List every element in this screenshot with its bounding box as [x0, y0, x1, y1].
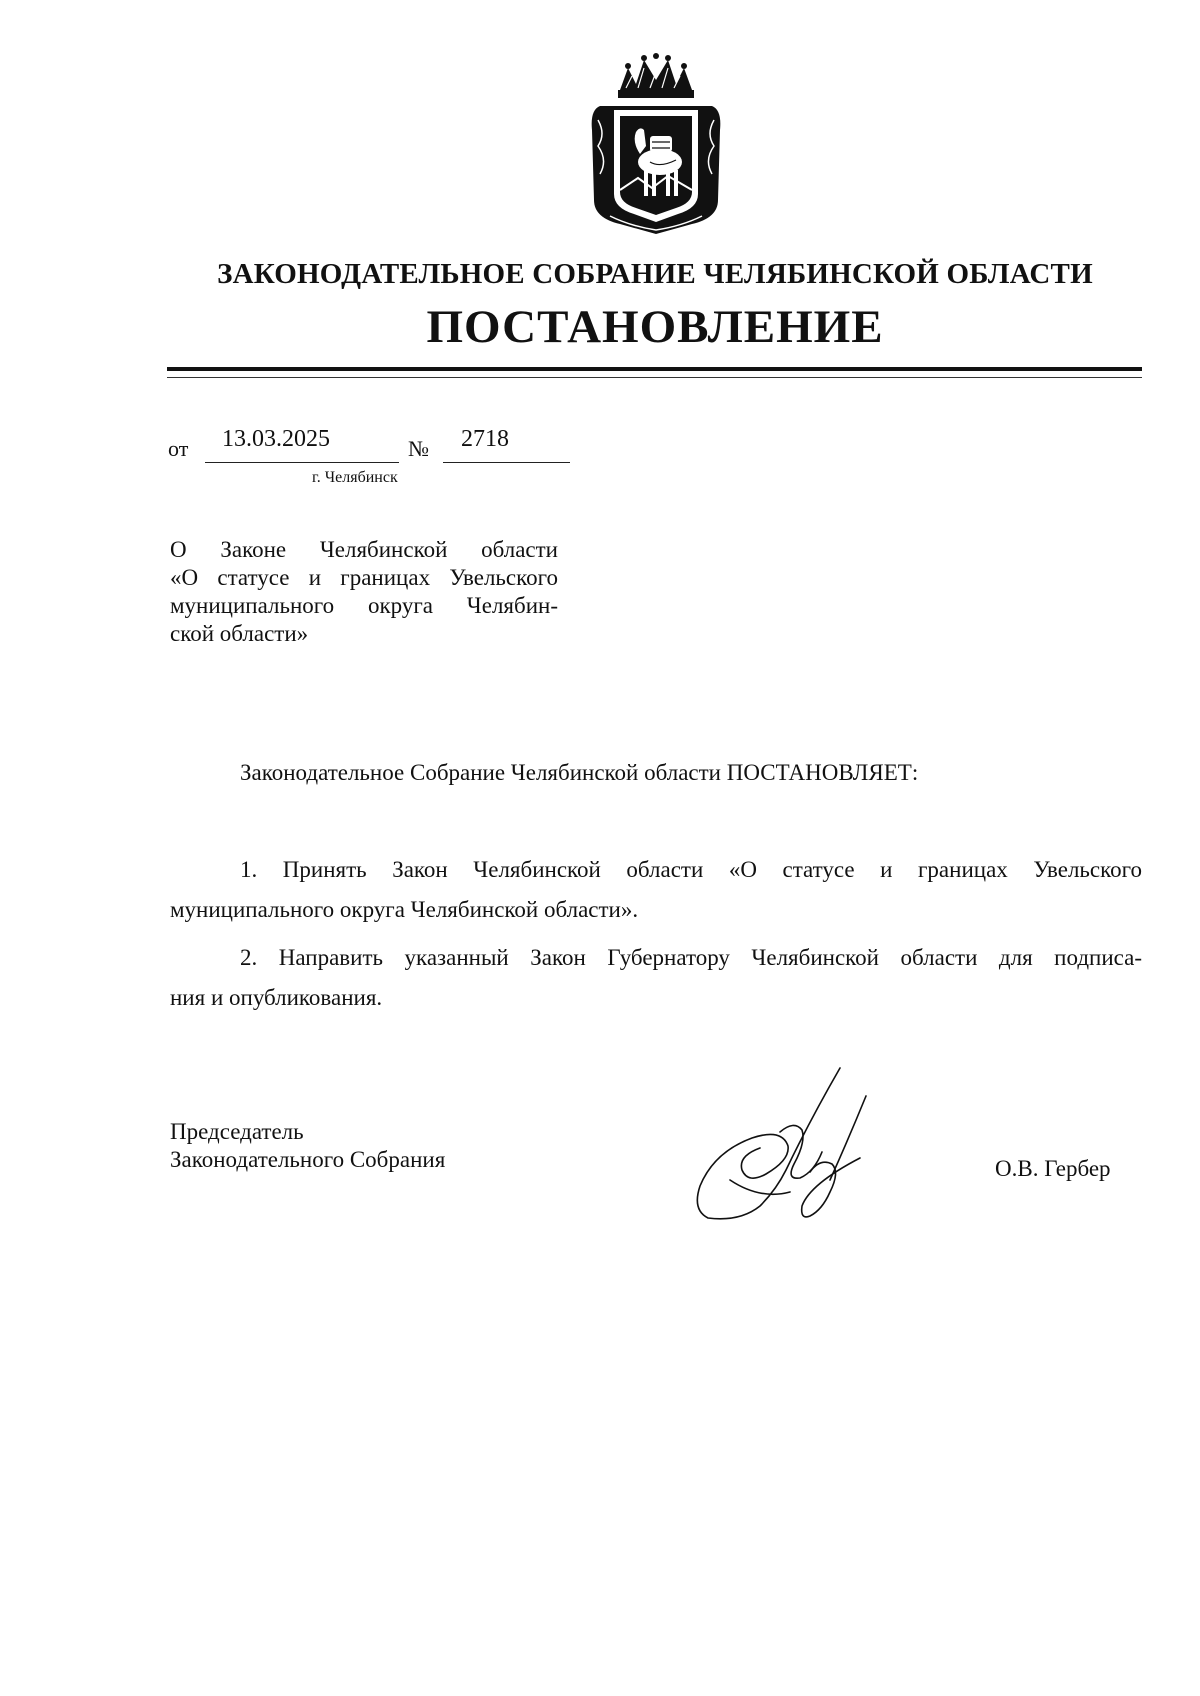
- signatory-title-line: Председатель: [170, 1119, 304, 1144]
- header-rule-thick: [167, 367, 1142, 371]
- document-number: 2718: [461, 426, 509, 452]
- signatory-name: О.В. Гербер: [995, 1156, 1111, 1181]
- coat-of-arms-icon: [580, 50, 732, 236]
- paragraph-line: ния и опубликования.: [170, 985, 383, 1010]
- organization-title: ЗАКОНОДАТЕЛЬНОЕ СОБРАНИЕ ЧЕЛЯБИНСКОЙ ОБЛАСТИ: [217, 258, 1093, 290]
- signatory-title-line: Законодательного Собрания: [170, 1147, 446, 1172]
- document-city: г. Челябинск: [312, 469, 398, 486]
- header-rule-thin: [167, 377, 1142, 378]
- handwritten-signature: [690, 1060, 910, 1226]
- paragraph-line: 1. Принять Закон Челябинской области «О статусе и границах Увельского: [240, 857, 1142, 882]
- paragraph-line: 2. Направить указанный Закон Губернатору Челябинской области для подписа-: [240, 945, 1142, 970]
- date-label: от: [168, 436, 189, 461]
- subject-line: ской области»: [170, 621, 309, 646]
- subject-line: «О статусе и границах Увельского: [170, 565, 558, 590]
- decree-intro: Законодательное Собрание Челябинской области ПОСТАНОВЛЯЕТ:: [240, 760, 919, 785]
- document-date: 13.03.2025: [222, 426, 330, 452]
- number-label: №: [408, 436, 429, 461]
- paragraph-line: муниципального округа Челябинской области».: [170, 897, 639, 922]
- date-underline: [205, 462, 399, 463]
- document-type-title: ПОСТАНОВЛЕНИЕ: [426, 301, 884, 353]
- number-underline: [443, 462, 570, 463]
- paragraph-1: [170, 850, 1142, 930]
- paragraph-2: [170, 938, 1142, 1018]
- subject-line: О Законе Челябинской области: [170, 537, 558, 562]
- signatory-title: [170, 1118, 445, 1174]
- document-subject: [170, 536, 558, 648]
- subject-line: муниципального округа Челябин-: [170, 593, 558, 618]
